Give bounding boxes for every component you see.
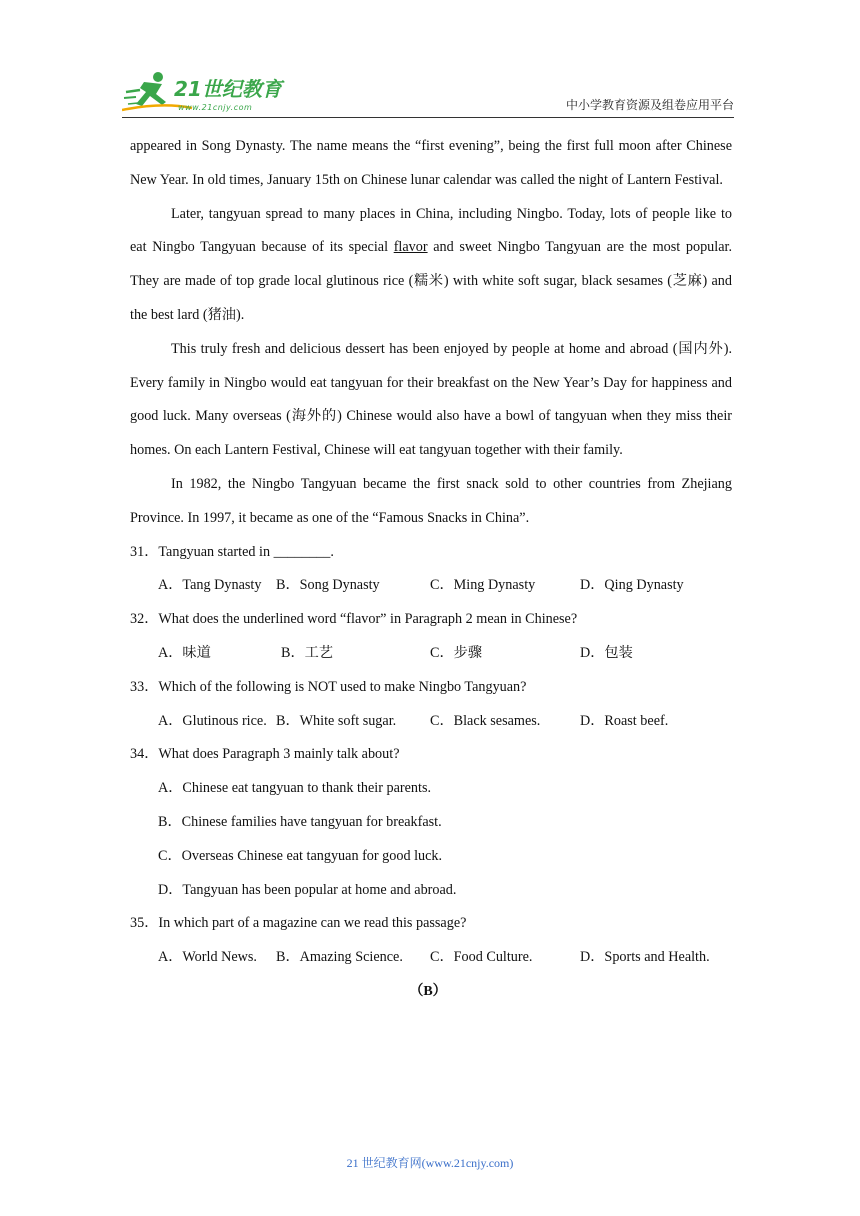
option-b[interactable]: B．Amazing Science. [276,949,403,966]
paragraph-3: This truly fresh and delicious dessert has been enjoyed by people at home and abroad (国内外). Every family in Ningbo would eat tangyuan for their breakfast on the New Year’s Day for happiness and good luck. Many overseas (海外的) Chinese would also have a bowl of tangyuan when they miss their homes. On each Lantern Festival, Chinese will eat tangyuan together with their family. [130,340,732,459]
paragraph-1: appeared in Song Dynasty. The name means the “first evening”, being the first full moon after Chinese New Year. In old times, January 15th on Chinese lunar calendar was called the night of Lantern Festival. [130,138,732,188]
option-c[interactable]: C．Overseas Chinese eat tangyuan for good luck. [158,847,443,864]
paragraph-2-start: Later, tangyuan spread to many places in China, including Ningbo. Today, lots of people like to eat Ningbo Tangyuan because of its special [130,205,732,256]
question-33-options [130,705,732,739]
section-label: （B） [409,983,447,999]
option-b[interactable]: B．工艺 [281,644,334,661]
platform-tagline: 中小学教育资源及组卷应用平台 [565,98,734,112]
option-d[interactable]: D．Tangyuan has been popular at home and abroad. [158,881,457,898]
option-c[interactable]: C．Food Culture. [430,949,533,966]
header-divider [122,117,734,118]
option-a[interactable]: A．World News. [158,949,257,966]
underlined-word: flavor [393,239,428,256]
question-34: 34．What does Paragraph 3 mainly talk about? [130,746,400,763]
paragraph-2-end: and sweet Ningbo Tangyuan are the most popular. They are made of top grade local glutinous rice (糯米) with white soft sugar, black sesames (芝麻) and the best lard (猪油). [130,239,732,323]
option-a[interactable]: A．Glutinous rice. [158,712,267,729]
option-a[interactable]: A．Tang Dynasty [158,577,262,594]
page-footer[interactable]: 21 世纪教育网(www.21cnjy.com) [346,1156,514,1170]
option-d[interactable]: D．Sports and Health. [580,949,710,966]
question-35: 35．In which part of a magazine can we read this passage? [130,915,467,932]
option-d[interactable]: D．Qing Dynasty [580,577,684,594]
option-c[interactable]: C．Ming Dynasty [430,577,536,594]
page-header [122,68,734,116]
paragraph-2 [130,198,732,333]
reading-passage [130,130,732,1009]
question-35-options [130,941,732,975]
option-a[interactable]: A．味道 [158,644,211,661]
option-c[interactable]: C．Black sesames. [430,712,541,729]
question-32-options [130,637,732,671]
logo-url: www.21cnjy.com [178,103,253,112]
site-logo[interactable] [122,68,292,114]
question-31: 31．Tangyuan started in ________. [130,543,334,560]
option-b[interactable]: B．Song Dynasty [276,577,380,594]
runner-logo-icon [122,68,292,114]
logo-title: 21世纪教育 [174,77,282,101]
option-c[interactable]: C．步骤 [430,644,483,661]
question-32: 32．What does the underlined word “flavor” in Paragraph 2 mean in Chinese? [130,611,578,628]
paragraph-4: In 1982, the Ningbo Tangyuan became the first snack sold to other countries from Zhejiang Province. In 1997, it became as one of the “Famous Snacks in China”. [130,475,732,526]
option-b[interactable]: B．Chinese families have tangyuan for breakfast. [158,813,442,830]
question-33: 33．Which of the following is NOT used to make Ningbo Tangyuan? [130,678,527,695]
option-d[interactable]: D．Roast beef. [580,712,669,729]
option-b[interactable]: B．White soft sugar. [276,712,397,729]
option-d[interactable]: D．包装 [580,644,633,661]
question-31-options [130,569,732,603]
option-a[interactable]: A．Chinese eat tangyuan to thank their parents. [158,780,432,797]
